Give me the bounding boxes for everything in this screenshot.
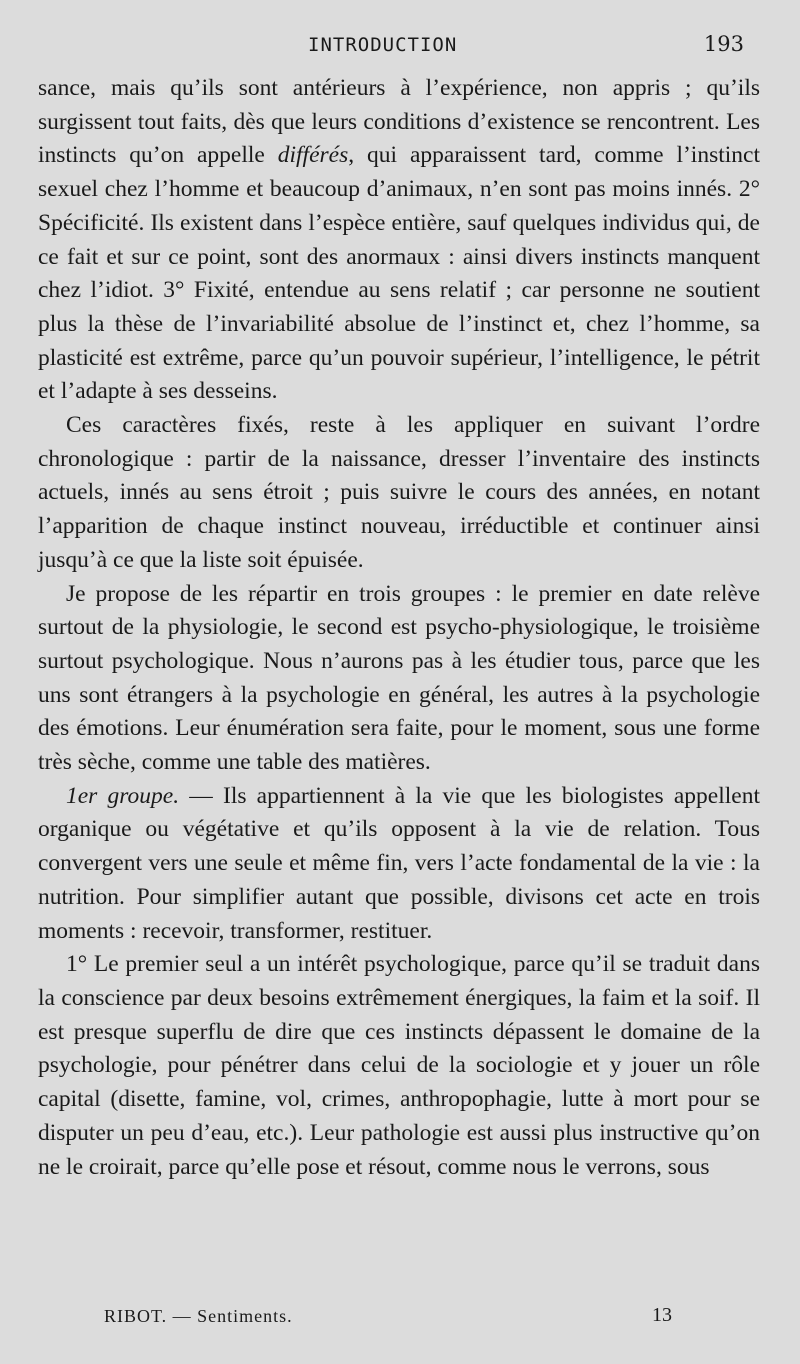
text-run: — Ils appartiennent à la vie que les biologistes appellent organique ou végétative et qu’ils opposent à la vie de relation. Tous convergent vers une seule et même fin, vers l’acte fondamental de la vie : la nutrition. Pour simplifier autant que possible, divisons cet acte en trois moments : recevoir, transformer, restituer. — [38, 782, 760, 944]
paragraph-4 — [38, 780, 760, 949]
paragraph-2 — [38, 409, 760, 578]
running-title: INTRODUCTION — [308, 34, 458, 56]
text-run: Ces caractères fixés, reste à les appliquer en suivant l’ordre chronologique : partir de la naissance, dresser l’inventaire des instincts actuels, innés au sens étroit ; puis suivre le cours des années, en notant l’apparition de chaque instinct nouveau, irréductible et continuer ainsi jusqu’à ce que la liste soit épuisée. — [38, 412, 760, 573]
paragraph-5 — [38, 948, 760, 1184]
page-number: 193 — [703, 32, 744, 56]
body-text — [38, 72, 760, 1184]
paragraph-3 — [38, 578, 760, 780]
paragraph-1 — [38, 72, 760, 409]
text-run: Je propose de les répartir en trois groupes : le premier en date relève surtout de la physiologie, le second est psycho-physiologique, le troisième surtout psychologique. Nous n’aurons pas à les étudier tous, parce que les uns sont étrangers à la psychologie en général, les autres à la psychologie des émotions. Leur énumération sera faite, pour le moment, sous une forme très sèche, comme une table des matières. — [38, 580, 760, 776]
text-run: sance, mais qu’ils sont antérieurs à l’expérience, non appris ; qu’ils surgissent tout faits, dès que leurs conditions d’existence se rencontrent. Les instincts qu’on appelle — [38, 75, 760, 169]
footer-author: RIBOT. — Sentiments. — [104, 1306, 293, 1326]
page-footer — [0, 1306, 800, 1336]
text-run: , qui apparaissent tard, comme l’instinct sexuel chez l’homme et beaucoup d’animaux, n’en sont pas moins innés. 2° Spécificité. Ils existent dans l’espèce entière, sauf quelques individus qui, de ce fait et sur ce point, sont des anormaux : ainsi divers instincts manquent chez l’idiot. 3° Fixité, entendue au sens relatif ; car personne ne soutient plus la thèse de l’invariabilité absolue de l’instinct et, chez l’homme, sa plasticité est extrême, parce qu’un pouvoir supérieur, l’intelligence, le pétrit et l’adapte à ses desseins. — [38, 142, 760, 405]
signature-mark: 13 — [652, 1304, 672, 1326]
italic-term: différés — [277, 142, 349, 169]
text-run: 1° Le premier seul a un intérêt psychologique, parce qu’il se traduit dans la conscience par deux besoins extrêmement énergiques, la faim et la soif. Il est presque superflu de dire que ces instincts dépassent le domaine de la psychologie, pour pénétrer dans celui de la sociologie et y jouer un rôle capital (disette, famine, vol, crimes, anthropophagie, lutte à mort pour se disputer un peu d’eau, etc.). Leur pathologie est aussi plus instructive qu’on ne le croirait, parce qu’elle pose et résout, comme nous le verrons, sous — [38, 951, 760, 1180]
group-heading: 1er groupe. — [66, 782, 180, 809]
page-header — [0, 34, 800, 64]
